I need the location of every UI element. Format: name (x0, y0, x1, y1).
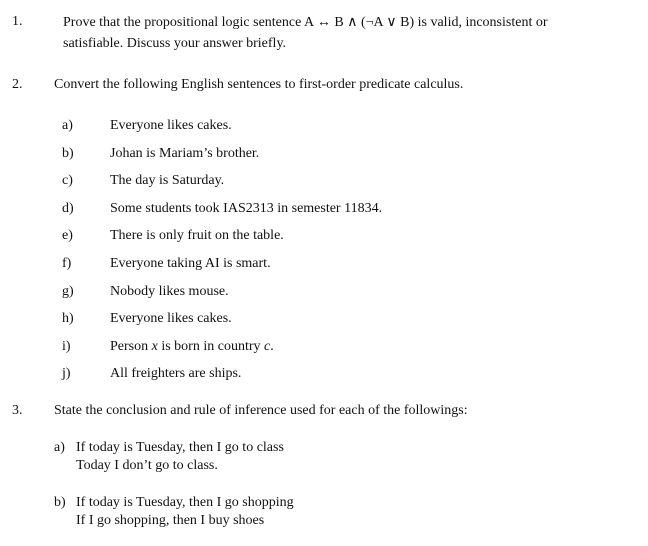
q2-item-i-text-mid: is born in country (157, 339, 264, 354)
q3-sub-a-label: a) (54, 440, 65, 455)
q2-item-e-text: There is only fruit on the table. (110, 228, 284, 243)
q2-item-f-text: Everyone taking AI is smart. (110, 256, 271, 271)
q2-item-g-letter: g) (62, 284, 74, 299)
question-1-line-1: Prove that the propositional logic sentence A ↔ B ∧ (¬A ∨ B) is valid, inconsistent or (63, 15, 548, 30)
question-1-number: 1. (12, 14, 23, 29)
q2-item-i-text-pre: Person (110, 339, 152, 354)
q3-sub-b-label: b) (54, 495, 66, 510)
q2-item-h-text: Everyone likes cakes. (110, 311, 232, 326)
q2-item-i-letter: i) (62, 339, 71, 354)
q2-item-a-letter: a) (62, 118, 73, 133)
q2-item-d-text: Some students took IAS2313 in semester 11834. (110, 201, 383, 216)
q2-item-j-text: All freighters are ships. (110, 366, 242, 381)
question-3-prompt: State the conclusion and rule of inference used for each of the followings: (54, 403, 468, 418)
q2-item-a-text: Everyone likes cakes. (110, 118, 232, 133)
question-1-line-2: satisfiable. Discuss your answer briefly. (63, 36, 287, 51)
q3-sub-a-line-2: Today I don’t go to class. (76, 458, 218, 473)
question-2-number: 2. (12, 77, 23, 92)
question-3-number: 3. (12, 403, 23, 418)
q2-item-e-letter: e) (62, 228, 73, 243)
q2-item-d-letter: d) (62, 201, 74, 216)
q2-item-b-text: Johan is Mariam’s brother. (110, 146, 260, 161)
variable-x: x (151, 339, 158, 354)
q2-item-j-letter: j) (62, 366, 71, 381)
q2-item-i-text (110, 338, 274, 356)
q3-sub-a-line-1: If today is Tuesday, then I go to class (76, 440, 284, 455)
q2-item-c-text: The day is Saturday. (110, 173, 225, 188)
q2-item-h-letter: h) (62, 311, 74, 326)
variable-c: c (264, 339, 271, 354)
q2-item-f-letter: f) (62, 256, 72, 271)
question-2-prompt: Convert the following English sentences to first-order predicate calculus. (54, 77, 464, 92)
q2-item-i-text-post: . (270, 339, 274, 354)
question-1-text (63, 12, 633, 54)
q3-sub-b-line-2: If I go shopping, then I buy shoes (76, 513, 265, 528)
q2-item-g-text: Nobody likes mouse. (110, 284, 229, 299)
q3-sub-b-line-1: If today is Tuesday, then I go shopping (76, 495, 294, 510)
q2-item-b-letter: b) (62, 146, 74, 161)
q2-item-c-letter: c) (62, 173, 73, 188)
